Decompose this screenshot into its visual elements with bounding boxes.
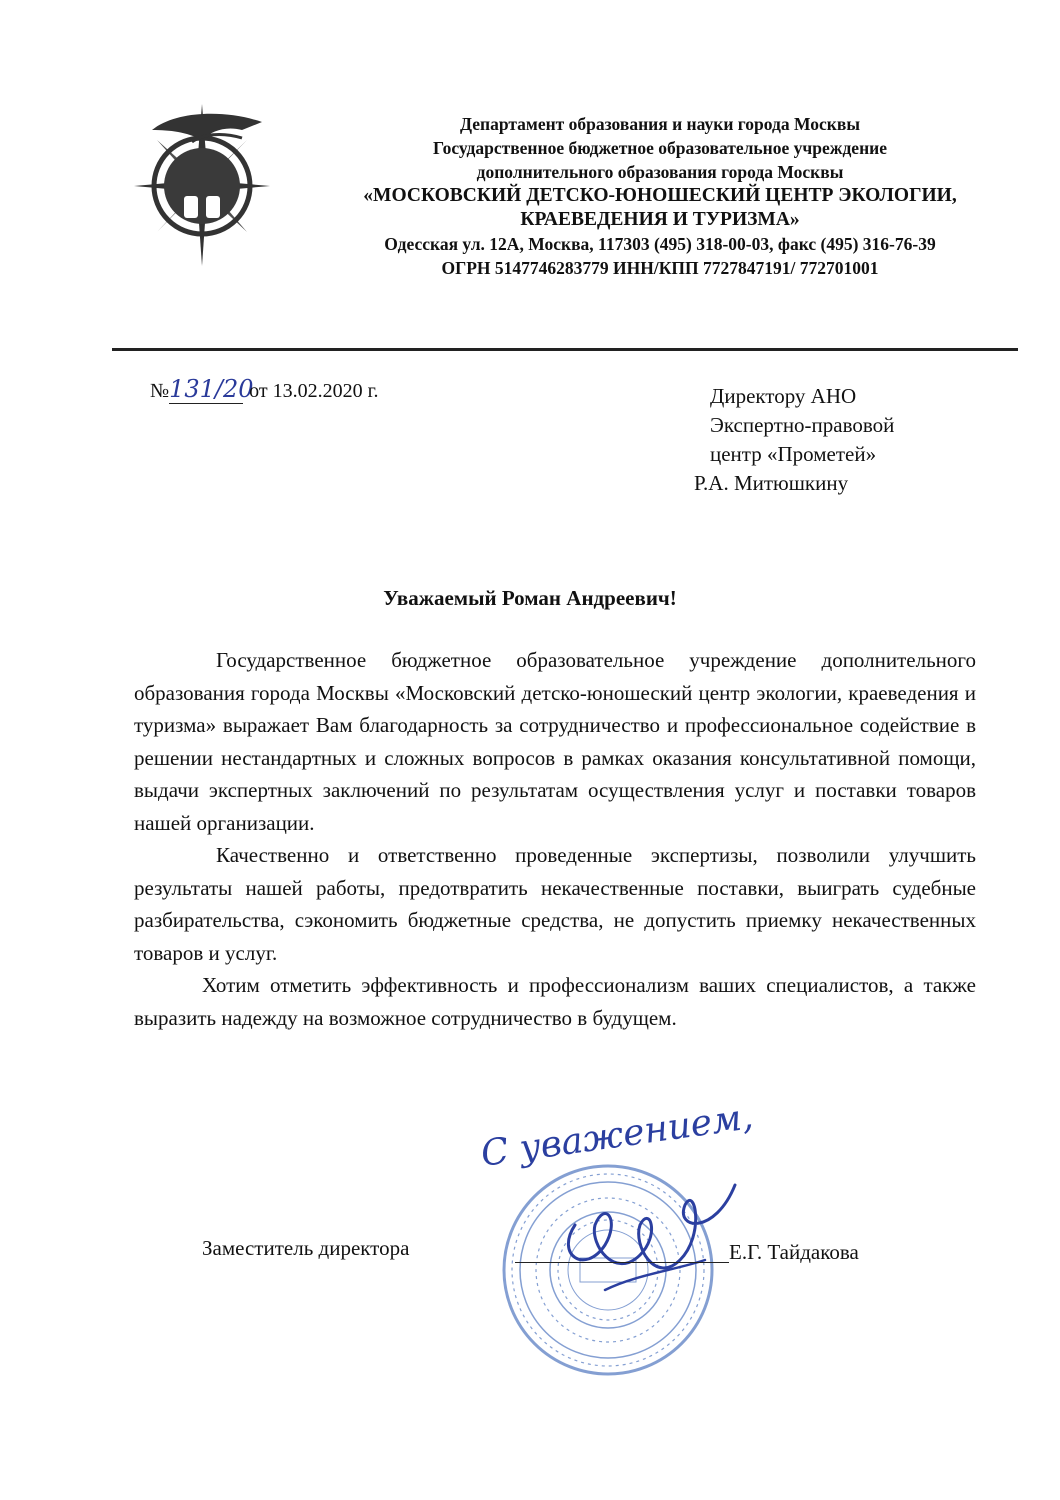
addressee-name: Р.А. Митюшкину (694, 471, 849, 495)
header-divider (112, 348, 1018, 351)
addressee-block (680, 382, 894, 498)
letterhead-institution-type: Государственное бюджетное образовательное учреждение (432, 138, 888, 158)
addressee-line-1: Директору АНО (710, 384, 857, 408)
salutation: Уважаемый Роман Андреевич! (383, 586, 677, 610)
letterhead-address: Одесская ул. 12А, Москва, 117303 (495) 318-00-03, факс (495) 316-76-39 (384, 234, 936, 254)
letterhead-department: Департамент образования и науки города Москвы (459, 114, 860, 134)
addressee-line-2: Экспертно-правовой (710, 413, 895, 437)
letter-body (134, 644, 976, 1034)
handwritten-closing: С уважением, (478, 1096, 756, 1175)
organization-logo-icon (132, 100, 272, 270)
outgoing-number-line (150, 375, 379, 404)
outgoing-number: 131/20 (169, 375, 254, 403)
letterhead-institution-scope: дополнительного образования города Москвы (476, 162, 844, 182)
number-sign: № (150, 380, 170, 402)
body-paragraph-2: Качественно и ответственно проведенные экспертизы, позволили улучшить результаты нашей работы, предотвратить некачественные поставки, выиграть судебные разбирательства, сэкономить бюджетные средства, не допустить приемку некачественных товаров и услуг. (134, 843, 976, 965)
signatory-position: Заместитель директора (202, 1236, 410, 1260)
letterhead-registration-ids: ОГРН 5147746283779 ИНН/КПП 7727847191/ 772701001 (441, 258, 879, 278)
letterhead-name-line1: «МОСКОВСКИЙ ДЕТСКО-ЮНОШЕСКИЙ ЦЕНТР ЭКОЛОГИИ, (363, 185, 957, 206)
signature-line (515, 1262, 729, 1263)
handwritten-signature-icon (545, 1165, 755, 1305)
signatory-name: Е.Г. Тайдакова (729, 1240, 859, 1264)
addressee-line-3: центр «Прометей» (710, 442, 877, 466)
body-paragraph-3: Хотим отметить эффективность и профессионализм ваших специалистов, а также выразить надежду на возможное сотрудничество в будущем. (134, 973, 976, 1030)
letterhead (300, 112, 1020, 280)
letterhead-name-line2: КРАЕВЕДЕНИЯ И ТУРИЗМА» (520, 209, 800, 230)
body-paragraph-1: Государственное бюджетное образовательное учреждение дополнительного образования города Москвы «Московский детско-юношеский центр экологии, краеведения и туризма» выражает Вам благодарность за сотрудничество и профессиональное содействие в решении нестандартных и сложных вопросов в рамках оказания консультативной помощи, выдачи экспертных заключений по результатам осуществления услуг и поставки товаров нашей организации. (134, 648, 976, 835)
outgoing-date: от 13.02.2020 г. (249, 380, 379, 402)
